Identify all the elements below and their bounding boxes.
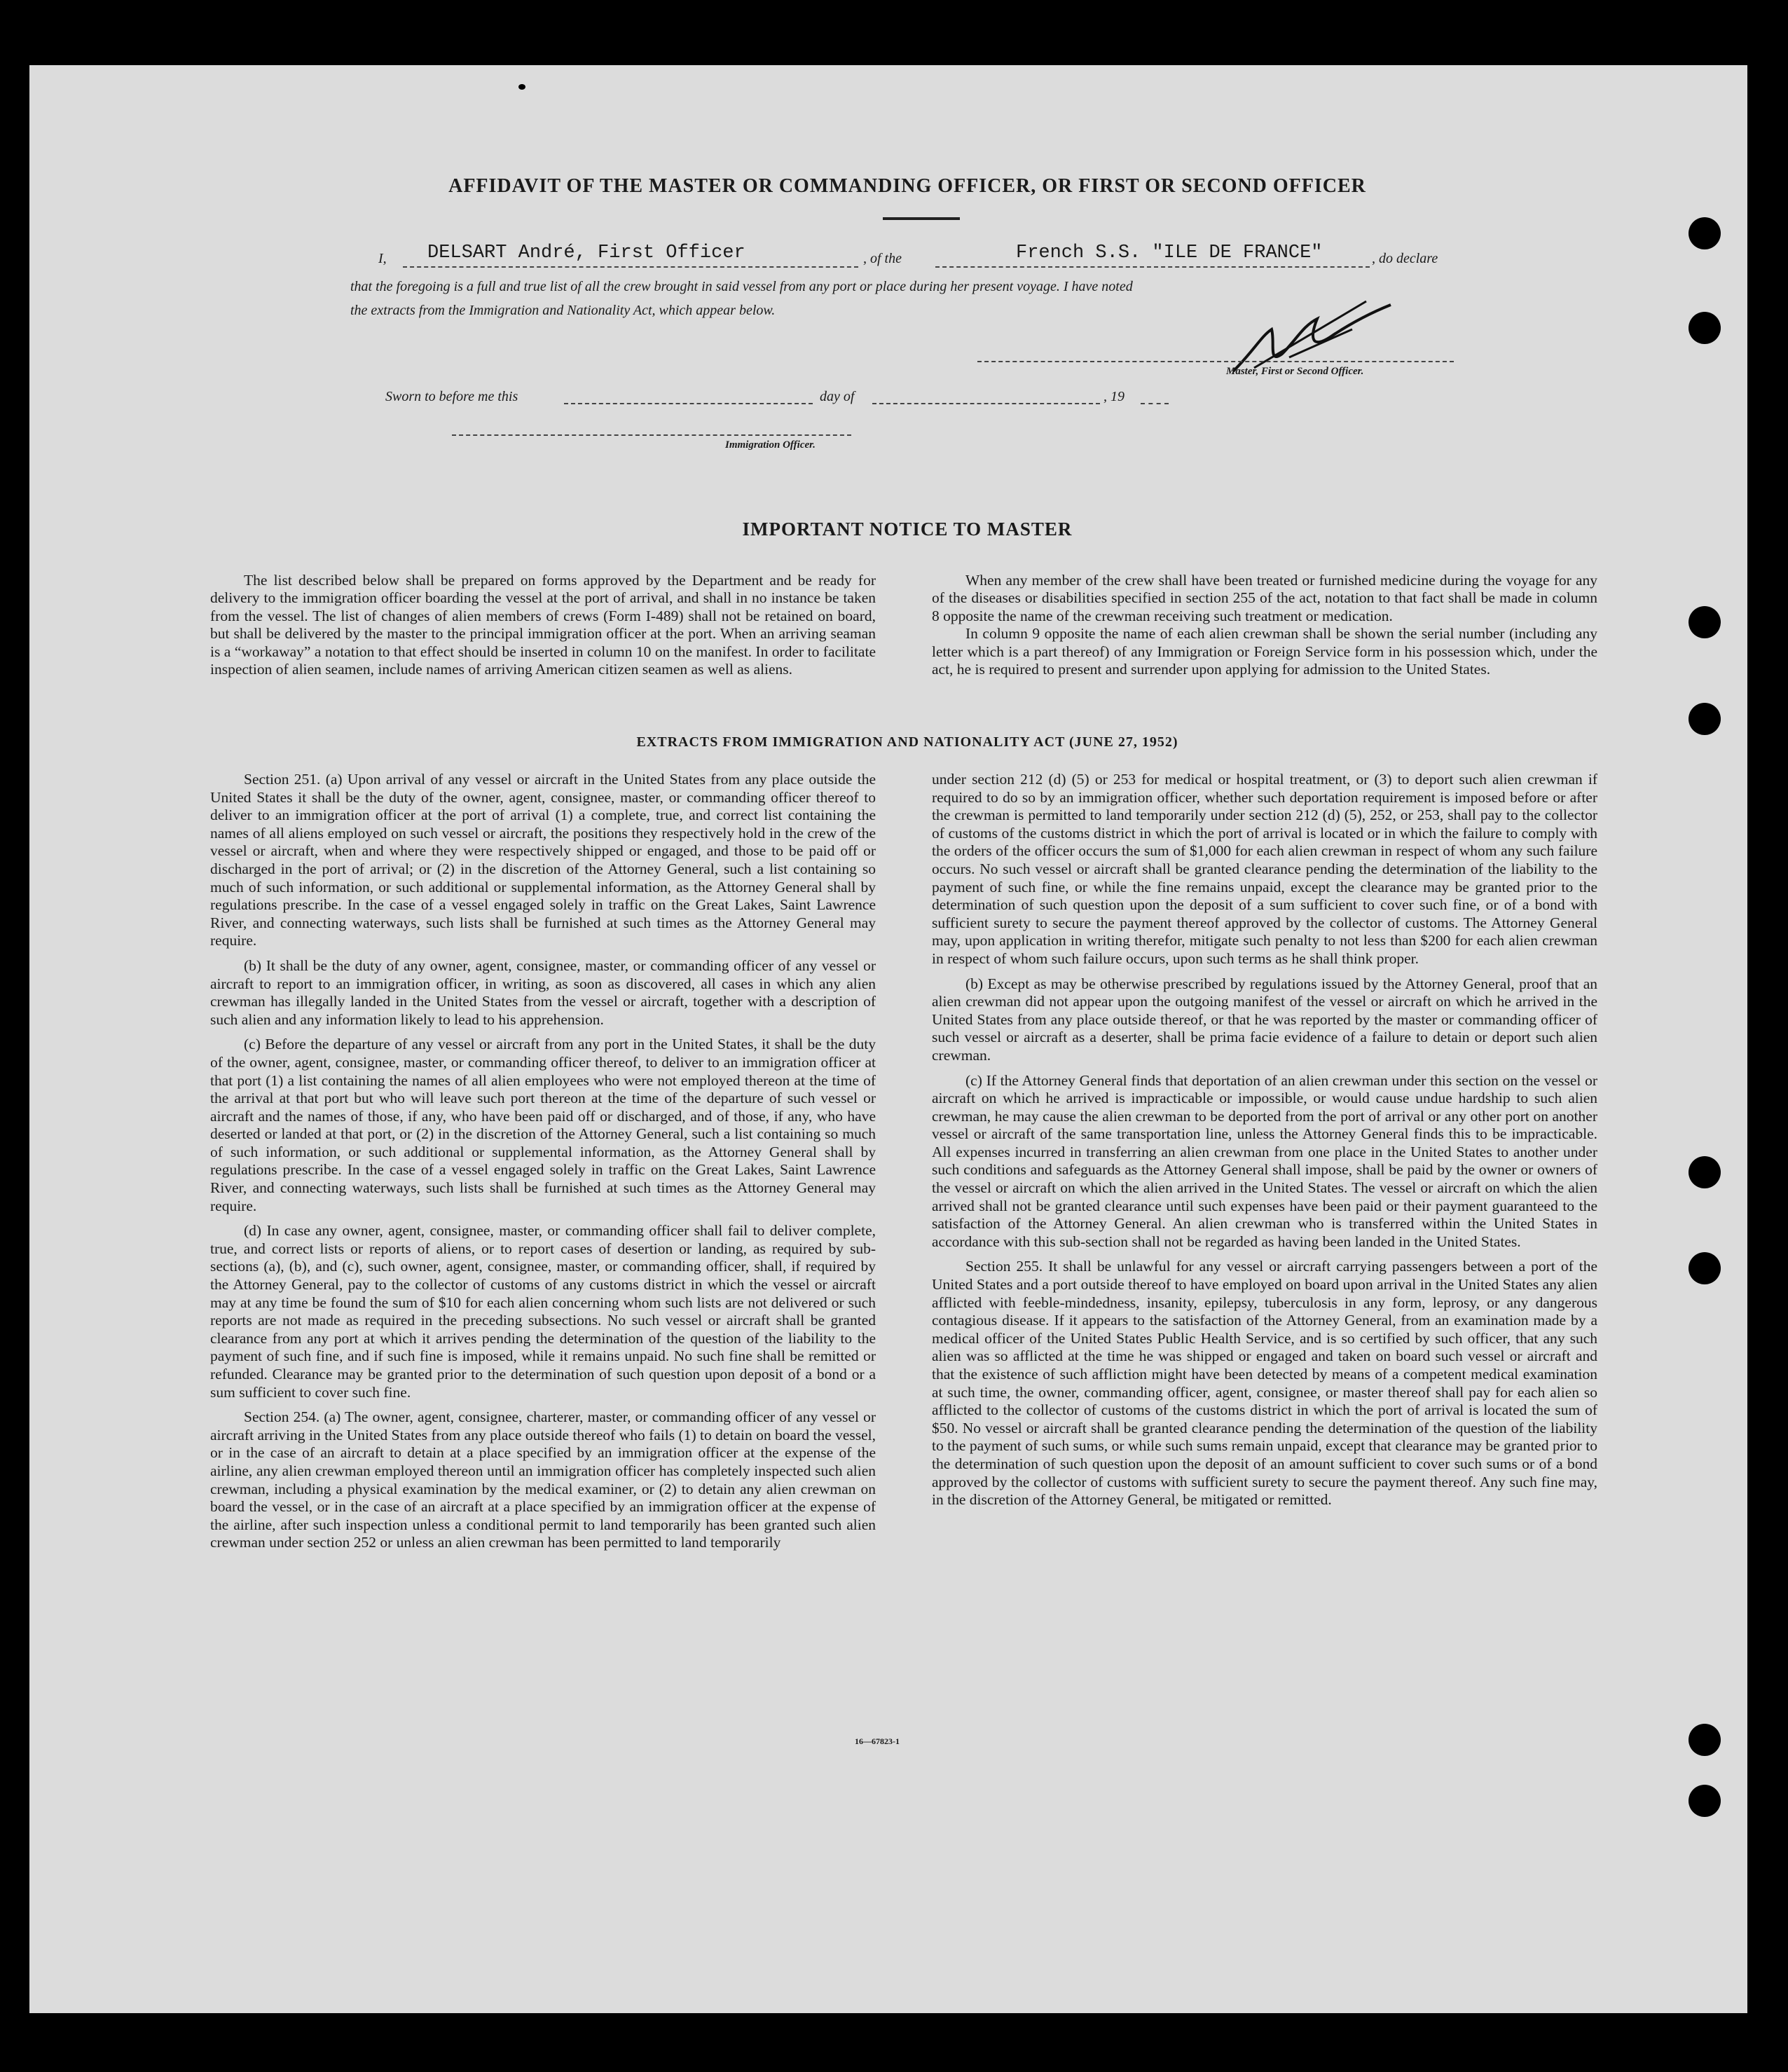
- signature-caption: Master, First or Second Officer.: [1226, 366, 1364, 377]
- notice-paragraph: The list described below shall be prepared on forms approved by the Department and be ready for delivery to the immigration officer boarding the vessel at the port of arrival, and shall in no instance be taken from the vessel. The list of changes of alien members of crews (Form I-489) shall not be retained on board, but shall be delivered by the master to the principal immigration officer at the port. When an arriving seaman is a “workaway” a notation to that effect should be inserted in column 10 on the manifest. In order to facilitate inspection of alien seamen, include names of arriving American citizen seamen as well as aliens.: [210, 572, 876, 678]
- punch-hole: [1689, 1156, 1721, 1188]
- punch-hole: [1689, 312, 1721, 344]
- day-of-label: day of: [820, 389, 855, 404]
- declaration-line-2: the extracts from the Immigration and Nationality Act, which appear below.: [350, 303, 776, 318]
- extracts-right-column: [932, 771, 1597, 1509]
- sworn-label: Sworn to before me this: [385, 389, 518, 404]
- notice-paragraph: In column 9 opposite the name of each alien crewman shall be shown the serial number (including any letter which is a part thereof) of any Immigration or Foreign Service form in his possession which, under the act, he is required to present and surrender upon applying for admission to the United States.: [932, 625, 1597, 678]
- year-label: , 19: [1103, 389, 1125, 404]
- officer-name: DELSART André, First Officer: [427, 242, 745, 263]
- extract-paragraph: Section 251. (a) Upon arrival of any vessel or aircraft in the United States from any place outside the United States it shall be the duty of the owner, agent, consignee, master, or commanding officer thereof to deliver to an immigration officer at the port of arrival (1) a complete, true, and correct list containing the names of all aliens employed on such vessel or aircraft, the positions they respectively hold in the crew of the vessel or aircraft, when and where they were respectively shipped or engaged, and those to be paid off or discharged in the port of arrival; or (2) in the discretion of the Attorney General, such a list containing so much of such information, or such additional or supplemental information, as the Attorney General shall by regulations prescribe. In the case of a vessel engaged solely in traffic on the Great Lakes, Saint Lawrence River, and connecting waterways, such lists shall be furnished at such times as the Attorney General may require.: [210, 771, 876, 949]
- title-underline: [883, 217, 960, 220]
- extract-paragraph: (c) Before the departure of any vessel or aircraft from any port in the United States, it shall be the duty of the owner, agent, consignee, master, or commanding officer thereof, to deliver to an immigration officer at that port (1) a list containing the names of all alien employees who were not employed thereon at the time of the arrival at that port but who will leave such port thereon at the time of the departure of such vessel or aircraft and the names of those, if any, who have been paid off or discharged, and of those, if any, who have deserted or landed at that port, or (2) in the discretion of the Attorney General, such a list containing so much of such information, or such additional or supplemental information, as the Attorney General shall by regulations prescribe. In the case of a vessel engaged solely in traffic on the Great Lakes, Saint Lawrence River, and connecting waterways, such lists shall be furnished at such times as the Attorney General may require.: [210, 1036, 876, 1214]
- vessel-name: French S.S. "ILE DE FRANCE": [1016, 242, 1323, 263]
- signature-line: [977, 354, 1454, 362]
- extract-paragraph: (c) If the Attorney General finds that deportation of an alien crewman under this section on the vessel or aircraft on which he arrived is impracticable or impossible, or would cause undue hardship to such alien crewman, he may cause the alien crewman to be deported from the port of arrival or any other port on another vessel or aircraft of the same transportation line, unless the Attorney General finds this to be impracticable. All expenses incurred in transferring an alien crewman from one place in the United States to another under such conditions and safeguards as the Attorney General shall impose, shall be paid by the owner or owners of the vessel or aircraft on which the alien arrived in the United States. The vessel or aircraft on which the alien arrived shall not be granted clearance until such expenses have been paid or their payment guaranteed to the satisfaction of the Attorney General. An alien crewman who is transferred within the United States in accordance with this sub-section shall not be regarded as having been landed in the United States.: [932, 1071, 1597, 1250]
- scan-speck: [518, 84, 525, 90]
- extracts-title: EXTRACTS FROM IMMIGRATION AND NATIONALITY ACT (JUNE 27, 1952): [636, 734, 1178, 750]
- month-line: [872, 389, 1100, 404]
- notice-title: IMPORTANT NOTICE TO MASTER: [742, 519, 1073, 540]
- punch-hole: [1689, 1785, 1721, 1817]
- declaration-line-1: that the foregoing is a full and true list of all the crew brought in said vessel from any port or place during her present voyage. I have noted: [350, 279, 1133, 294]
- extract-paragraph: (d) In case any owner, agent, consignee, master, or commanding officer shall fail to deliver complete, true, and correct lists or reports of aliens, or to report cases of desertion or landing, as required by sub-sections (a), (b), and (c), such owner, agent, consignee, master, or commanding officer, shall, if required by the Attorney General, pay to the collector of customs of any customs district in which the vessel or aircraft may at any time be found the sum of $10 for each alien concerning whom such lists are not delivered or such reports are not made as required in the preceding subsections. No such vessel or aircraft shall be granted clearance from any port at which it arrives pending the determination of the question of the liability to the payment of such fine, and if such fine is imposed, while it remains unpaid. No such fine shall be remitted or refunded. Clearance may be granted prior to the determination of such question upon deposit of a bond or a sum sufficient to cover such fine.: [210, 1222, 876, 1401]
- punch-hole: [1689, 703, 1721, 735]
- sworn-date-line: [564, 389, 813, 404]
- extract-paragraph: Section 254. (a) The owner, agent, consignee, charterer, master, or commanding officer of any vessel or aircraft arriving in the United States from any place outside thereof who fails (1) to detain on board the vessel, or in the case of an aircraft to detain at a place specified by an immigration officer at the expense of the airline, any alien crewman employed thereon until an immigration officer has completely inspected such alien crewman, including a physical examination by the medical examiner, or (2) to detain any alien crewman on board the vessel, or in the case of an aircraft at a place specified by an immigration officer at the expense of the airline, after such inspection unless a conditional permit to land temporarily has been granted such alien crewman under section 252 or unless an alien crewman has been permitted to land temporarily: [210, 1408, 876, 1551]
- notice-left-column: [210, 572, 876, 678]
- punch-hole: [1689, 606, 1721, 638]
- notice-paragraph: When any member of the crew shall have been treated or furnished medicine during the voyage for any of the diseases or disabilities specified in section 255 of the act, notation to that fact shall be made in column 8 opposite the name of the crewman receiving such treatment or medication.: [932, 572, 1597, 624]
- of-the-label: , of the: [863, 251, 902, 266]
- punch-hole: [1689, 1252, 1721, 1284]
- year-line: [1141, 389, 1169, 404]
- do-declare-label: , do declare: [1372, 251, 1438, 266]
- notice-right-column: [932, 572, 1597, 678]
- extract-paragraph: Section 255. It shall be unlawful for any vessel or aircraft carrying passengers between a port of the United States and a port outside thereof to have employed on board upon arrival in the United States any alien afflicted with feeble-mindedness, insanity, epilepsy, tuberculosis in any form, leprosy, or any dangerous contagious disease. If it appears to the satisfaction of the Attorney General, from an examination made by a medical officer of the United States Public Health Service, and is so certified by such officer, that any such alien was so afflicted at the time he was shipped or engaged and taken on board such vessel or aircraft and that the existence of such affliction might have been detected by means of a competent medical examination at such time, the owner, commanding officer, agent, consignee, or master thereof shall pay for each alien so afflicted to the collector of customs of the customs district in which the port of arrival is located the sum of $50. No vessel or aircraft shall be granted clearance pending the determination of the question of the liability to the payment of such sums, or while such sums remain unpaid, except that clearance may be granted prior to the determination of such question upon the deposit of an amount sufficient to cover such sums or of a bond approved by the collector of customs with sufficient surety to secure the payment thereof. Any such fine may, in the discretion of the Attorney General, be mitigated or remitted.: [932, 1258, 1597, 1509]
- extract-paragraph: (b) Except as may be otherwise prescribed by regulations issued by the Attorney General, proof that an alien crewman did not appear upon the outgoing manifest of the vessel or aircraft on which he arrived in the United States from any place outside thereof, or that he was reported by the master or commanding officer of such vessel or aircraft as a deserter, shall be prima facie evidence of a failure to detain or deport such alien crewman.: [932, 975, 1597, 1064]
- extract-paragraph: (b) It shall be the duty of any owner, agent, consignee, master, or commanding officer of any vessel or aircraft to report to an immigration officer, in writing, as soon as discovered, all cases in which any alien crewman has illegally landed in the United States from the vessel or aircraft, together with a description of such alien and any information likely to lead to his apprehension.: [210, 956, 876, 1028]
- punch-hole: [1689, 217, 1721, 249]
- extracts-left-column: [210, 771, 876, 1552]
- affidavit-title: AFFIDAVIT OF THE MASTER OR COMMANDING OFFICER, OR FIRST OR SECOND OFFICER: [448, 175, 1366, 197]
- immigration-officer-label: Immigration Officer.: [725, 439, 816, 451]
- scan-speck: [1044, 22, 1054, 32]
- extract-paragraph: under section 212 (d) (5) or 253 for medical or hospital treatment, or (3) to deport such alien crewman if required to do so by an immigration officer, whether such deportation requirement is imposed before or after the crewman is permitted to land temporarily under section 212 (d) (5), 252, or 253, shall pay to the collector of customs of the customs district in which the port of arrival is located or in which the failure to comply with the orders of the officer occurs the sum of $1,000 for each alien crewman in respect of whom any such failure occurs. No such vessel or aircraft shall be granted clearance pending the determination of the liability to the payment of such fine, or while the fine remains unpaid, except the clearance may be granted prior to the determination of such question upon the deposit of a sum sufficient to cover such fine, or of a bond with sufficient surety to secure the payment thereof approved by the collector of customs. The Attorney General may, upon application in writing therefor, mitigate such penalty to not less than $200 for each alien crewman in respect of whom such failure occurs, upon such terms as he shall think proper.: [932, 771, 1597, 967]
- immigration-officer-line: [452, 424, 851, 436]
- form-number: 16—67823-1: [855, 1736, 900, 1746]
- punch-hole: [1689, 1724, 1721, 1756]
- i-label: I,: [378, 251, 387, 266]
